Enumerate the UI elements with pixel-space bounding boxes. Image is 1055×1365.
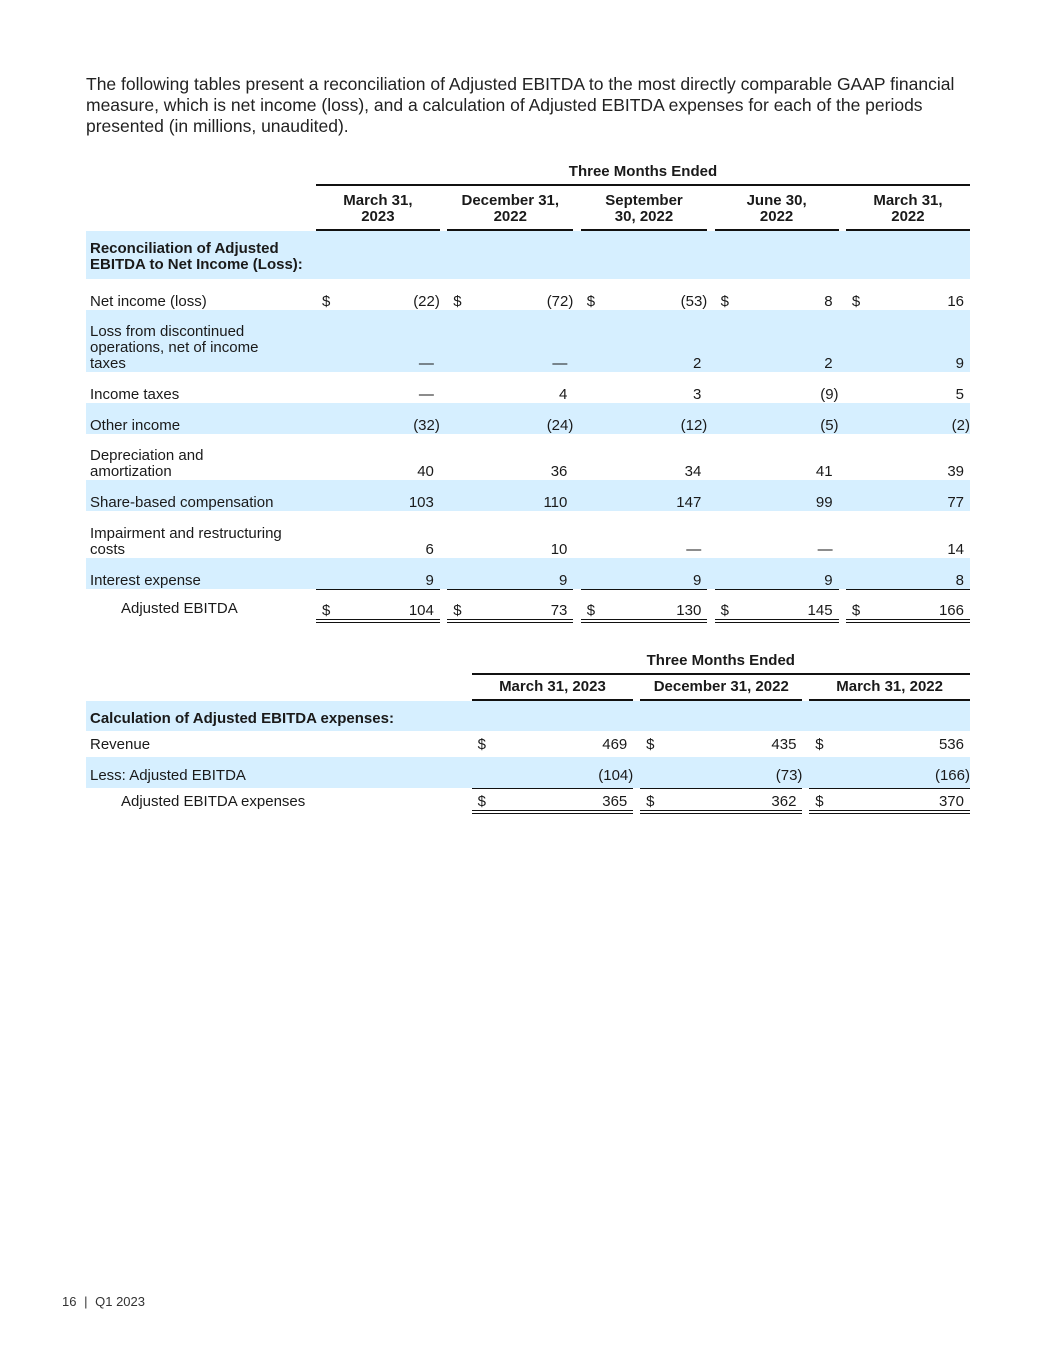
currency-symbol: $ (321, 293, 331, 310)
table-row (86, 279, 970, 310)
cell-value: (5) (740, 403, 839, 434)
currency-symbol: $ (715, 589, 740, 623)
table-row (86, 558, 970, 589)
col-header-dec-2022: December 31, 2022 (447, 186, 573, 231)
cell-value: (2) (871, 403, 970, 434)
currency-symbol: $ (646, 736, 655, 753)
cell-value: (72) (546, 293, 574, 310)
currency-symbol: $ (447, 589, 472, 623)
cell-value: 10 (550, 541, 568, 558)
cell-value: 8 (824, 293, 833, 310)
cell-value: 4 (559, 386, 568, 403)
cell-value: 99 (740, 480, 839, 511)
row-label: Revenue (90, 736, 151, 753)
table-row (86, 372, 970, 403)
cell-value: 41 (815, 463, 833, 480)
currency-symbol: $ (851, 293, 861, 310)
col-header-sep-2022: September 30, 2022 (581, 186, 708, 231)
row-label: Interest expense (86, 558, 316, 589)
row-label: Depreciation and amortization (90, 447, 204, 480)
total-value: 166 (871, 589, 970, 623)
section-title-calculation: Calculation of Adjusted EBITDA expenses: (86, 701, 472, 731)
cell-value: 8 (871, 558, 970, 589)
total-label: Adjusted EBITDA expenses (121, 793, 306, 810)
table1-period-header: Three Months Ended (568, 163, 718, 180)
table-row (86, 403, 970, 434)
currency-symbol: $ (720, 293, 729, 310)
cell-value: 9 (341, 558, 440, 589)
t2-col-header-mar-2022: March 31, 2022 (809, 675, 970, 701)
cell-value: 5 (955, 386, 964, 403)
row-label: Less: Adjusted EBITDA (86, 757, 472, 788)
col-header-mar-2022: March 31, 2022 (846, 186, 970, 231)
total-row (86, 589, 970, 623)
cell-value: (53) (680, 293, 708, 310)
cell-value: 9 (871, 310, 970, 372)
cell-value: (166) (835, 757, 970, 788)
page-footer (62, 1294, 145, 1309)
row-label: Other income (86, 403, 316, 434)
cell-value: 2 (740, 310, 839, 372)
total-value: 365 (497, 788, 633, 814)
cell-value: 103 (341, 480, 440, 511)
cell-value: (22) (413, 293, 440, 310)
cell-value: 147 (606, 480, 707, 511)
cell-value: — (418, 386, 434, 403)
table-row (86, 434, 970, 480)
cell-value: 16 (947, 293, 964, 310)
currency-symbol: $ (316, 589, 341, 623)
cell-value: 110 (473, 480, 574, 511)
total-value: 104 (341, 589, 440, 623)
cell-value: (9) (820, 386, 839, 403)
cell-value: 469 (602, 736, 628, 753)
currency-symbol: $ (809, 788, 835, 814)
table-row (86, 310, 970, 372)
cell-value: — (817, 541, 833, 558)
ebitda-expenses-table (86, 651, 970, 814)
total-row (86, 788, 970, 814)
cell-value: (32) (341, 403, 440, 434)
cell-value: — (341, 310, 440, 372)
cell-value: (24) (473, 403, 574, 434)
col-header-mar-2023: March 31, 2023 (316, 186, 440, 231)
row-label: Net income (loss) (90, 293, 207, 310)
table-row (86, 511, 970, 558)
total-label: Adjusted EBITDA (121, 600, 238, 617)
currency-symbol: $ (477, 736, 486, 753)
total-value: 145 (740, 589, 839, 623)
total-value: 130 (606, 589, 707, 623)
cell-value: 36 (550, 463, 568, 480)
section-title-reconciliation: Reconciliation of Adjusted EBITDA to Net Income (Loss): (86, 231, 316, 279)
currency-symbol: $ (846, 589, 871, 623)
currency-symbol: $ (815, 736, 824, 753)
cell-value: (73) (666, 757, 803, 788)
t2-col-header-mar-2023: March 31, 2023 (472, 675, 634, 701)
cell-value: 14 (947, 541, 964, 558)
cell-value: 2 (606, 310, 707, 372)
cell-value: 6 (425, 541, 434, 558)
page-number: 16 (62, 1294, 77, 1309)
currency-symbol: $ (640, 788, 666, 814)
cell-value: 77 (871, 480, 970, 511)
currency-symbol: $ (586, 293, 596, 310)
row-label: Impairment and restructuring costs (90, 525, 282, 558)
cell-value: 40 (417, 463, 434, 480)
table-row (86, 731, 970, 757)
total-value: 362 (666, 788, 803, 814)
t2-col-header-dec-2022: December 31, 2022 (640, 675, 802, 701)
footer-separator: | (84, 1294, 88, 1309)
row-label: Loss from discontinued operations, net of income taxes (86, 310, 316, 372)
col-header-jun-2022: June 30, 2022 (715, 186, 839, 231)
cell-value: 9 (606, 558, 707, 589)
cell-value: 39 (947, 463, 964, 480)
currency-symbol: $ (581, 589, 606, 623)
table-row (86, 480, 970, 511)
cell-value: 3 (692, 386, 702, 403)
row-label: Income taxes (90, 386, 180, 403)
cell-value: — (473, 310, 574, 372)
cell-value: 9 (740, 558, 839, 589)
currency-symbol: $ (453, 293, 462, 310)
total-value: 73 (473, 589, 574, 623)
cell-value: 9 (473, 558, 574, 589)
cell-value: 435 (771, 736, 797, 753)
intro-paragraph: The following tables present a reconciliation of Adjusted EBITDA to the most directly comparable GAAP financial measure, which is net income (loss), and a calculation of Adjusted EBITDA expenses for each of the periods presented (in millions, unaudited). (86, 74, 955, 136)
cell-value: — (686, 541, 702, 558)
total-value: 370 (835, 788, 970, 814)
table2-period-header: Three Months Ended (646, 652, 795, 669)
table-row (86, 757, 970, 788)
reconciliation-table (86, 160, 970, 623)
cell-value: 536 (938, 736, 964, 753)
row-label: Share-based compensation (86, 480, 316, 511)
cell-value: 34 (684, 463, 702, 480)
cell-value: (12) (606, 403, 707, 434)
footer-period: Q1 2023 (95, 1294, 145, 1309)
currency-symbol: $ (472, 788, 498, 814)
cell-value: (104) (497, 757, 633, 788)
